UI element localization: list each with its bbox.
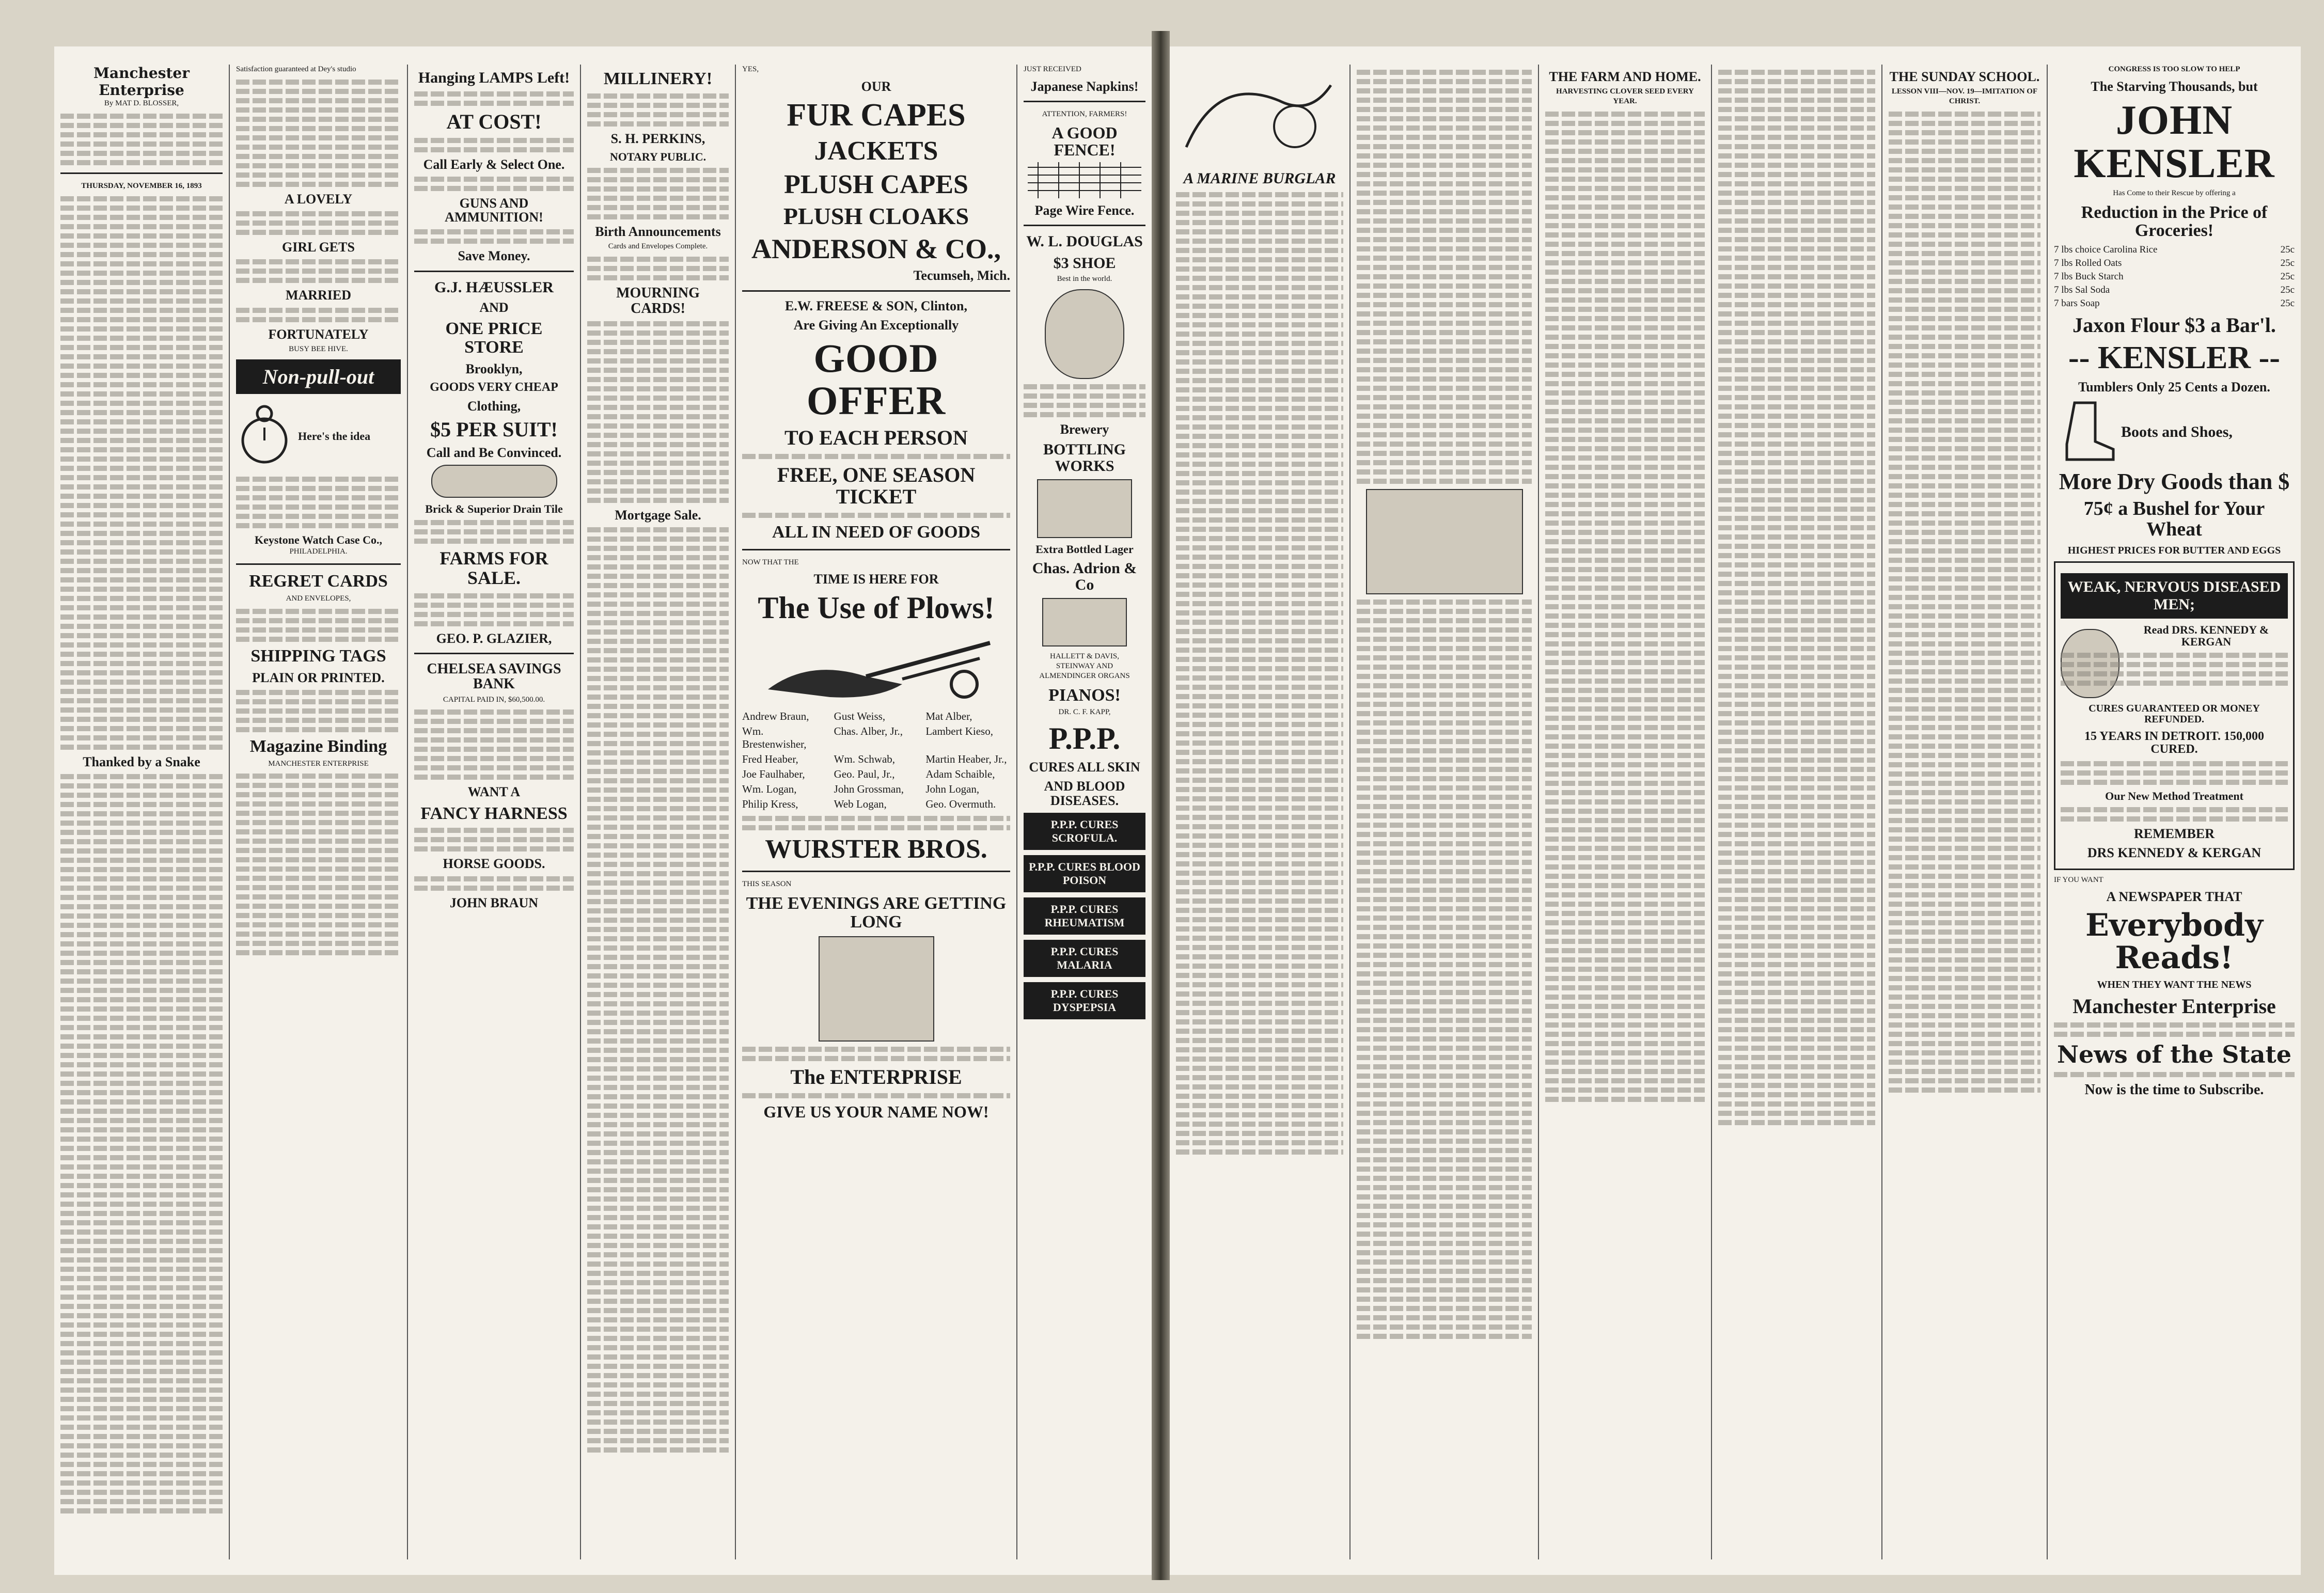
cures-guaranteed: CURES GUARANTEED OR MONEY REFUNDED.: [2089, 702, 2260, 725]
farmer-name: Fred Heaber,: [742, 752, 798, 765]
cards-envelopes: Cards and Envelopes Complete.: [608, 242, 708, 251]
attention-farmers: ATTENTION, FARMERS!: [1042, 110, 1127, 119]
a-newspaper: A NEWSPAPER THAT: [2106, 889, 2242, 905]
horse-goods: HORSE GOODS.: [443, 856, 545, 872]
wurster-bros: WURSTER BROS.: [765, 834, 987, 864]
starving-line: The Starving Thousands, but: [2091, 78, 2258, 94]
price-value: 25c: [2280, 258, 2295, 269]
three-dollar-shoe: $3 SHOE: [1053, 254, 1116, 272]
lesson-heading: LESSON VIII—NOV. 19—IMITATION OF CHRIST.: [1891, 87, 2038, 106]
use-of-plows: The Use of Plows!: [758, 590, 995, 625]
farmer-name: Wm. Schwab,: [834, 752, 896, 765]
rescue-line: Has Come to their Rescue by offering a: [2113, 189, 2236, 198]
tumblers: Tumblers Only 25 Cents a Dozen.: [2078, 380, 2270, 395]
birth-announcements: Birth Announcements: [595, 224, 721, 240]
plush-cloaks: PLUSH CLOAKS: [783, 203, 969, 230]
body-text: [60, 196, 223, 750]
brooklyn: Brooklyn,: [465, 361, 523, 376]
right-col-1: [1170, 65, 1351, 1559]
marine-burglar-title: A MARINE BURGLAR: [1183, 170, 1336, 187]
at-cost: AT COST!: [446, 109, 542, 133]
save-money: Save Money.: [458, 248, 530, 264]
sunday-school-heading: THE SUNDAY SCHOOL.: [1889, 69, 2040, 84]
plain-printed: PLAIN OR PRINTED.: [252, 670, 385, 685]
farmer-name: Chas. Alber, Jr.,: [834, 724, 903, 737]
ppp-dyspepsia: P.P.P. CURES DYSPEPSIA: [1024, 982, 1145, 1019]
watch-bow-icon: [236, 399, 293, 471]
almendinger: ALMENDINGER ORGANS: [1039, 671, 1130, 680]
chas-adrion: Chas. Adrion & Co: [1032, 560, 1137, 593]
new-method: Our New Method Treatment: [2105, 789, 2243, 802]
millinery: MILLINERY!: [603, 69, 713, 88]
right-col-4: [1712, 65, 1882, 1559]
price-value: 25c: [2280, 271, 2295, 282]
left-page: [54, 46, 1152, 1575]
farmer-name: Wm. Logan,: [742, 782, 797, 795]
evenings-long: THE EVENINGS ARE GETTING LONG: [746, 894, 1007, 932]
byline: By MAT D. BLOSSER,: [104, 99, 179, 107]
price-item: 7 lbs Buck Starch: [2054, 271, 2124, 282]
left-col-6: [1017, 65, 1152, 1559]
left-col-3: [408, 65, 581, 1559]
bottled-lager: Extra Bottled Lager: [1035, 543, 1134, 556]
capital-paid: CAPITAL PAID IN, $60,500.00.: [443, 695, 545, 704]
right-col-6: [2048, 65, 2301, 1559]
giving-text: Are Giving An Exceptionally: [793, 317, 959, 333]
notary: NOTARY PUBLIC.: [609, 150, 706, 163]
magazine-binding: Magazine Binding: [249, 736, 387, 756]
mortgage-sale: Mortgage Sale.: [615, 507, 701, 523]
farmer-name: Adam Schaible,: [925, 767, 995, 780]
remember: REMEMBER: [2134, 826, 2215, 841]
and-text: AND: [479, 300, 509, 316]
farmer-name: Lambert Kieso,: [925, 724, 993, 737]
farmer-name: John Grossman,: [834, 782, 904, 795]
price-item: 7 lbs Sal Soda: [2054, 285, 2110, 296]
farmer-name: Geo. Overmuth.: [925, 797, 996, 810]
masthead: Manchester Enterprise: [93, 65, 190, 99]
bushel-wheat: 75¢ a Bushel for Your Wheat: [2083, 497, 2265, 540]
brick-tile: Brick & Superior Drain Tile: [425, 502, 563, 515]
perkins: S. H. PERKINS,: [610, 131, 705, 146]
this-season: THIS SEASON: [742, 880, 792, 889]
years-detroit: 15 YEARS IN DETROIT. 150,000 CURED.: [2084, 729, 2265, 756]
farmer-names: [742, 710, 1010, 811]
price-list: [2054, 244, 2295, 309]
keystone-city: PHILADELPHIA.: [289, 547, 348, 556]
fence-illustration: [1028, 162, 1141, 198]
all-in-need: ALL IN NEED OF GOODS: [772, 522, 981, 542]
best-world: Best in the world.: [1057, 275, 1112, 283]
ppp-blood-poison: P.P.P. CURES BLOOD POISON: [1024, 855, 1145, 892]
left-col-5: [736, 65, 1017, 1559]
tecumseh: Tecumseh, Mich.: [913, 268, 1010, 283]
congress-line: CONGRESS IS TOO SLOW TO HELP: [2108, 65, 2240, 73]
price-item: 7 bars Soap: [2054, 298, 2100, 309]
ad-girl: GIRL GETS: [282, 240, 355, 255]
if-you-want: IF YOU WANT: [2054, 875, 2103, 884]
ppp-title: P.P.P.: [1048, 721, 1121, 756]
plow-illustration: [747, 627, 1006, 705]
read-drs: Read DRS. KENNEDY & KERGAN: [2143, 623, 2269, 648]
douglas: W. L. DOUGLAS: [1026, 233, 1143, 250]
harvest-clover-heading: HARVESTING CLOVER SEED EVERY YEAR.: [1556, 87, 1694, 106]
enterprise-credit: MANCHESTER ENTERPRISE: [268, 759, 369, 768]
price-value: 25c: [2280, 298, 2295, 309]
anderson-co: ANDERSON & CO.,: [751, 233, 1001, 264]
farmer-name: Martin Heaber, Jr.,: [925, 752, 1007, 765]
left-col-2: [230, 65, 408, 1559]
page-wire-fence: Page Wire Fence.: [1034, 202, 1135, 218]
piano-illustration: [1042, 598, 1127, 646]
busy-bee: BUSY BEE HIVE.: [289, 344, 348, 353]
regret-cards: REGRET CARDS: [249, 572, 388, 591]
body-text: [60, 114, 223, 165]
barrels-illustration: [1037, 479, 1132, 538]
free-ticket: FREE, ONE SEASON TICKET: [777, 463, 976, 508]
clothing: Clothing,: [467, 399, 521, 414]
ad-married: MARRIED: [285, 288, 352, 303]
hanging-lamps: Hanging LAMPS Left!: [418, 69, 570, 86]
dateline: THURSDAY, NOVEMBER 16, 1893: [81, 181, 202, 190]
idea-heading: Here's the idea: [298, 430, 371, 443]
price-value: 25c: [2280, 285, 2295, 296]
ppp-cures-all: CURES ALL SKIN: [1029, 760, 1140, 775]
farmer-name: Wm. Brestenwisher,: [742, 724, 807, 750]
marine-burglar-illustration: [1176, 65, 1341, 163]
fur-capes: FUR CAPES: [787, 98, 966, 133]
ppp-malaria: P.P.P. CURES MALARIA: [1024, 940, 1145, 977]
dr-kapp: DR. C. F. KAPP,: [1058, 708, 1111, 717]
everybody-reads: Everybody Reads!: [2085, 907, 2264, 976]
our-text: OUR: [861, 78, 891, 94]
john-braun: JOHN BRAUN: [449, 895, 539, 910]
when-they-want: WHEN THEY WANT THE NEWS: [2097, 979, 2252, 990]
farmer-name: Web Logan,: [834, 797, 887, 810]
price-item: 7 lbs Rolled Oats: [2054, 258, 2122, 269]
bottling-works: BOTTLING WORKS: [1043, 441, 1126, 475]
hallett-davis: HALLETT & DAVIS,: [1049, 652, 1120, 661]
time-subscribe: Now is the time to Subscribe.: [2084, 1081, 2264, 1098]
farmer-name: Mat Alber,: [925, 709, 972, 722]
farmer-name: Philip Kress,: [742, 797, 798, 810]
farms-for-sale: FARMS FOR SALE.: [439, 548, 548, 588]
farm-home-heading: THE FARM AND HOME.: [1549, 69, 1701, 84]
story-illustration: [1366, 489, 1523, 594]
plush-capes: PLUSH CAPES: [784, 169, 968, 199]
freese-son: E.W. FREESE & SON, Clinton,: [784, 298, 968, 313]
five-per-suit: $5 PER SUIT!: [430, 417, 558, 441]
good-fence: A GOOD FENCE!: [1051, 123, 1118, 160]
ad-fortunately: FORTUNATELY: [268, 326, 369, 342]
drs-footer: DRS KENNEDY & KERGAN: [2087, 845, 2262, 861]
right-col-5: [1882, 65, 2048, 1559]
price-item: 7 lbs choice Carolina Rice: [2054, 244, 2158, 256]
brewery: Brewery: [1060, 422, 1109, 437]
dey-notice: Satisfaction guaranteed at Dey's studio: [236, 65, 356, 73]
goods-cheap: GOODS VERY CHEAP: [430, 381, 558, 395]
kennedy-kergan-ad: [2054, 561, 2295, 870]
right-page: [1170, 46, 2301, 1575]
ppp-rheumatism: P.P.P. CURES RHEUMATISM: [1024, 897, 1145, 935]
to-each-person: TO EACH PERSON: [784, 425, 968, 449]
farmer-name: John Logan,: [925, 782, 980, 795]
mourning-cards: MOURNING CARDS!: [616, 285, 700, 317]
weak-men-banner: WEAK, NERVOUS DISEASED MEN;: [2061, 573, 2288, 619]
give-us-name: GIVE US YOUR NAME NOW!: [763, 1102, 989, 1122]
farmer-name: Joe Faulhaber,: [742, 767, 805, 780]
left-col-4: [581, 65, 736, 1559]
want-a: WANT A: [467, 784, 521, 800]
farmer-name: Geo. Paul, Jr.,: [834, 767, 895, 780]
boot-icon: [2054, 398, 2116, 465]
regret-envelopes: AND ENVELOPES,: [286, 594, 351, 603]
nonpullout-banner: Non-pull-out: [236, 359, 401, 394]
right-col-2: [1351, 65, 1539, 1559]
highest-prices: HIGHEST PRICES FOR BUTTER AND EGGS: [2067, 544, 2281, 556]
fancy-harness: FANCY HARNESS: [420, 803, 568, 823]
ppp-blood: AND BLOOD DISEASES.: [1044, 779, 1125, 808]
kensler-banner: -- KENSLER --: [2068, 340, 2280, 376]
drain-tile-image: [431, 465, 557, 498]
just-received: JUST RECEIVED: [1024, 65, 1081, 73]
pianos: PIANOS!: [1048, 685, 1121, 705]
divider: [60, 172, 223, 174]
farmer-name: Gust Weiss,: [834, 709, 886, 722]
headline-thanked: Thanked by a Snake: [83, 754, 200, 769]
john-kensler: JOHN KENSLER: [2074, 98, 2275, 187]
more-dry-goods: More Dry Goods than $: [2059, 468, 2290, 494]
page-gutter: [1152, 31, 1170, 1580]
news-of-state: News of the State: [2056, 1040, 2292, 1068]
guns-ammo: GUNS AND AMMUNITION!: [445, 195, 543, 225]
ppp-scrofula: P.P.P. CURES SCROFULA.: [1024, 813, 1145, 850]
price-value: 25c: [2280, 244, 2295, 256]
jaxon-flour: Jaxon Flour $3 a Bar'l.: [2072, 313, 2276, 337]
subscribe-enterprise: Manchester Enterprise: [2072, 994, 2276, 1018]
reduction-line: Reduction in the Price of Groceries!: [2081, 202, 2268, 241]
reading-man-illustration: [819, 936, 934, 1042]
yes-text: YES,: [742, 65, 759, 73]
be-convinced: Call and Be Convinced.: [426, 445, 562, 460]
left-col-1: [54, 65, 230, 1559]
chelsea-bank: CHELSEA SAVINGS BANK: [427, 660, 561, 692]
farmer-name: Andrew Braun,: [742, 709, 809, 722]
now-that-the: NOW THAT THE: [742, 558, 799, 566]
call-early: Call Early & Select One.: [423, 156, 565, 172]
right-col-3: [1539, 65, 1712, 1559]
ad-lovely: A LOVELY: [284, 191, 353, 207]
the-enterprise: The ENTERPRISE: [790, 1065, 962, 1089]
jackets: JACKETS: [814, 136, 938, 166]
boots-shoes: Boots and Shoes,: [2121, 423, 2233, 440]
shipping-tags: SHIPPING TAGS: [250, 646, 386, 666]
time-is-here: TIME IS HERE FOR: [813, 572, 939, 587]
douglas-portrait: [1045, 289, 1124, 379]
japanese-napkins: Japanese Napkins!: [1030, 78, 1139, 94]
haeussler: G.J. HÆUSSLER: [434, 278, 554, 296]
keystone-name: Keystone Watch Case Co.,: [254, 533, 383, 546]
good-offer: GOOD OFFER: [806, 336, 946, 423]
body-text: [60, 774, 223, 1513]
glazier: GEO. P. GLAZIER,: [436, 630, 552, 646]
steinway: STEINWAY AND: [1056, 662, 1113, 671]
one-price-store: ONE PRICE STORE: [445, 319, 543, 357]
